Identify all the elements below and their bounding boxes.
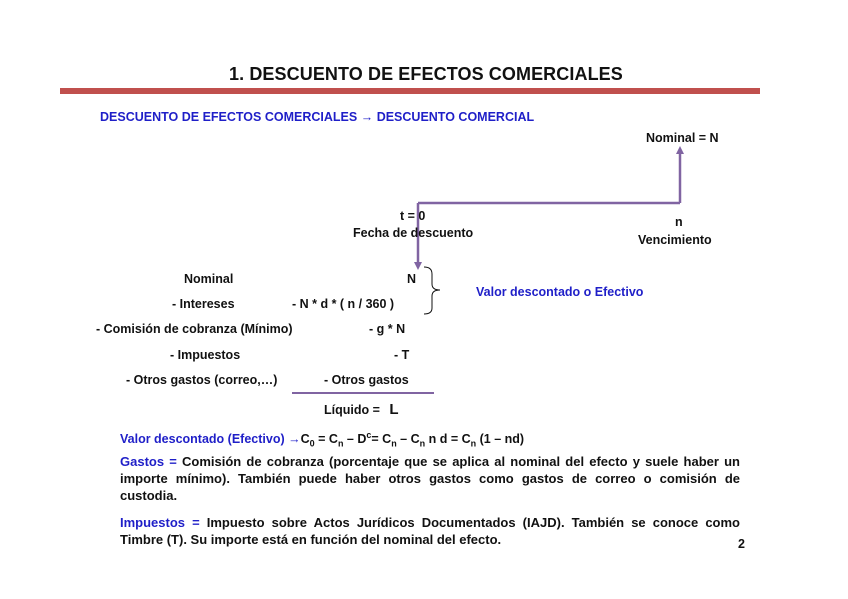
n-caption: Vencimiento: [638, 233, 712, 247]
subtitle-right: DESCUENTO COMERCIAL: [376, 110, 535, 124]
row-otros-left: - Otros gastos (correo,…): [126, 373, 278, 387]
subtitle-arrow-icon: →: [360, 110, 374, 124]
impuestos-label: Impuestos =: [120, 515, 200, 530]
liquido-text: Líquido =: [324, 403, 380, 417]
row-comision-left: - Comisión de cobranza (Mínimo): [96, 322, 293, 336]
row-nominal-left: Nominal: [184, 272, 234, 286]
row-otros-right: - Otros gastos: [324, 373, 409, 387]
t0-caption: Fecha de descuento: [353, 226, 474, 240]
row-intereses-left: - Intereses: [172, 297, 235, 311]
n-label: n: [675, 215, 683, 229]
formula-line: Valor descontado (Efectivo) $\to C_0 = C_n - D^c= C_n - C_n$ n $d = C_n$ (1 – nd): [120, 430, 525, 449]
impuestos-paragraph: [120, 514, 740, 548]
gastos-label: Gastos =: [120, 454, 177, 469]
gastos-text: Comisión de cobranza (porcentaje que se aplica al nominal del efecto y suele haber un importe mínimo). También puede haber otros gastos como gastos de correo o comisión de custodia.: [120, 454, 740, 503]
row-intereses-right: - N * d * ( n / 360 ): [292, 297, 395, 311]
row-comision-right: - g * N: [369, 322, 406, 336]
row-impuestos-right: - T: [394, 348, 410, 362]
page-title: 1. DESCUENTO DE EFECTOS COMERCIALES: [229, 64, 623, 84]
subtitle-left: DESCUENTO DE EFECTOS COMERCIALES: [100, 110, 358, 124]
liquido-label: [324, 401, 399, 418]
bracket-label: Valor descontado o Efectivo: [476, 285, 644, 299]
row-nominal-right: N: [407, 272, 417, 286]
nominal-label: Nominal = N: [646, 131, 719, 145]
impuestos-text: Impuesto sobre Actos Jurídicos Documentados (IAJD). También se conoce como Timbre (T). Su importe está en función del nominal del efecto.: [120, 515, 741, 547]
formula-arrow-icon: →: [288, 432, 301, 447]
page-number: 2: [738, 537, 745, 551]
table-bracket: [424, 267, 440, 314]
gastos-paragraph: [120, 453, 740, 504]
row-impuestos-left: - Impuestos: [170, 348, 241, 362]
formula-label: Valor descontado (Efectivo): [120, 432, 285, 447]
t0-label: t = 0: [400, 209, 426, 223]
liquido-value: L: [389, 401, 399, 418]
